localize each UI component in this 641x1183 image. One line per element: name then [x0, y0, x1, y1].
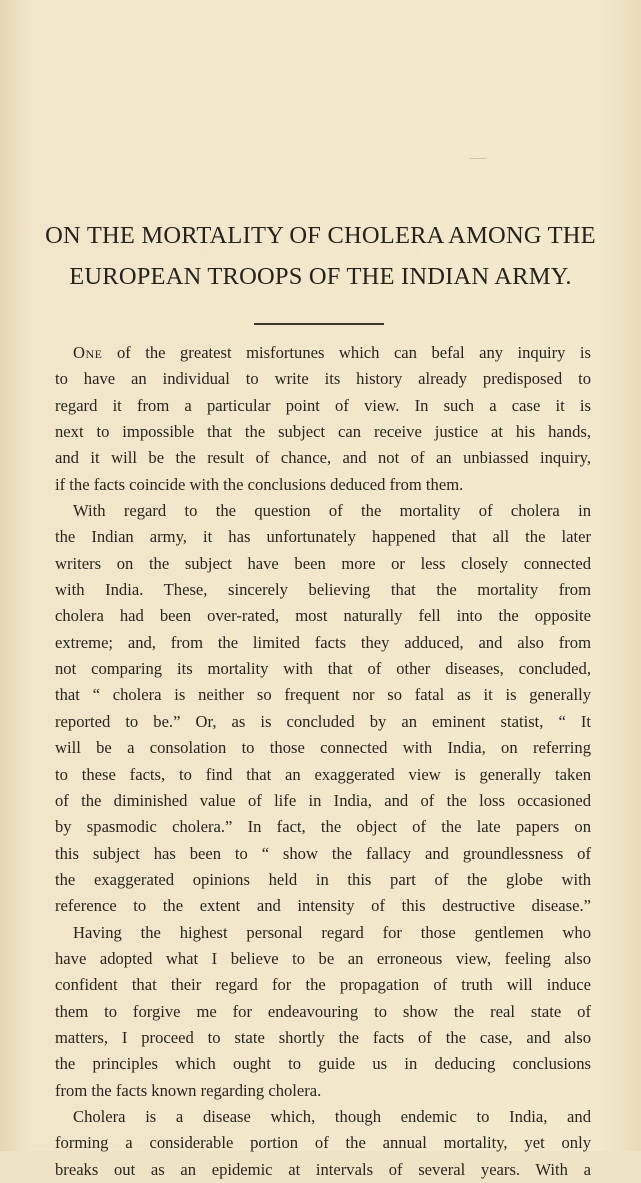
text-line: reference to the extent and intensity of this destructive disease.” — [55, 896, 591, 916]
text-line: matters, I proceed to state shortly the facts of the case, and also — [55, 1027, 591, 1047]
text-line: with India. These, sincerely believing that the mortality from — [55, 580, 591, 600]
text-line: next to impossible that the subject can receive justice at his hands, — [55, 422, 591, 442]
text-line: the principles which ought to guide us in deducing conclusions — [55, 1054, 591, 1074]
text-line: forming a considerable portion of the annual mortality, yet only — [55, 1133, 591, 1153]
text-line: One of the greatest misfortunes which can befal any inquiry is — [73, 343, 591, 362]
text-line: them to forgive me for endeavouring to show the real state of — [55, 1001, 591, 1021]
title-line-2: EUROPEAN TROOPS OF THE INDIAN ARMY. — [69, 263, 572, 290]
text-line: the Indian army, it has unfortunately happened that all the later — [55, 527, 591, 547]
text-line: by spasmodic cholera.” In fact, the object of the late papers on — [55, 817, 591, 837]
text-line: have adopted what I believe to be an erroneous view, feeling also — [55, 948, 591, 968]
text-line: Having the highest personal regard for those gentlemen who — [73, 922, 591, 942]
text-line: and it will be the result of chance, and not of an unbiassed inquiry, — [55, 448, 591, 468]
title-line-1: ON THE MORTALITY OF CHOLERA AMONG THE — [45, 222, 596, 249]
body-text — [55, 340, 591, 1183]
text-line: breaks out as an epidemic at intervals of several years. With a — [55, 1159, 591, 1179]
text-line: writers on the subject have been more or less closely connected — [55, 553, 591, 573]
opening-word: One — [73, 343, 103, 362]
text-line: this subject has been to “ show the fallacy and groundlessness of — [55, 843, 591, 863]
text-line: Cholera is a disease which, though endemic to India, and — [73, 1106, 591, 1126]
text-line: reported to be.” Or, as is concluded by an eminent statist, “ It — [55, 711, 591, 731]
text-line: of the diminished value of life in India, and of the loss occasioned — [55, 790, 591, 810]
title-divider — [254, 323, 384, 325]
text-line: regard it from a particular point of view. In such a case it is — [55, 395, 591, 415]
text-line: With regard to the question of the mortality of cholera in — [73, 501, 591, 521]
text-line: to these facts, to find that an exaggerated view is generally taken — [55, 764, 591, 784]
text-line: if the facts coincide with the conclusions deduced from them. — [55, 474, 464, 494]
text-line: from the facts known regarding cholera. — [55, 1080, 322, 1100]
text-line: not comparing its mortality with that of other diseases, concluded, — [55, 659, 591, 679]
text-line: the exaggerated opinions held in this part of the globe with — [55, 869, 591, 889]
text-line: to have an individual to write its history already predisposed to — [55, 369, 591, 389]
text-line: that “ cholera is neither so frequent nor so fatal as it is generally — [55, 685, 591, 705]
text-line: extreme; and, from the limited facts they adduced, and also from — [55, 632, 591, 652]
page-mark — [470, 158, 486, 159]
text-line: will be a consolation to those connected with India, on referring — [55, 738, 591, 758]
text-line: cholera had been over-rated, most naturally fell into the opposite — [55, 606, 591, 626]
text-line: confident that their regard for the propagation of truth will induce — [55, 975, 591, 995]
